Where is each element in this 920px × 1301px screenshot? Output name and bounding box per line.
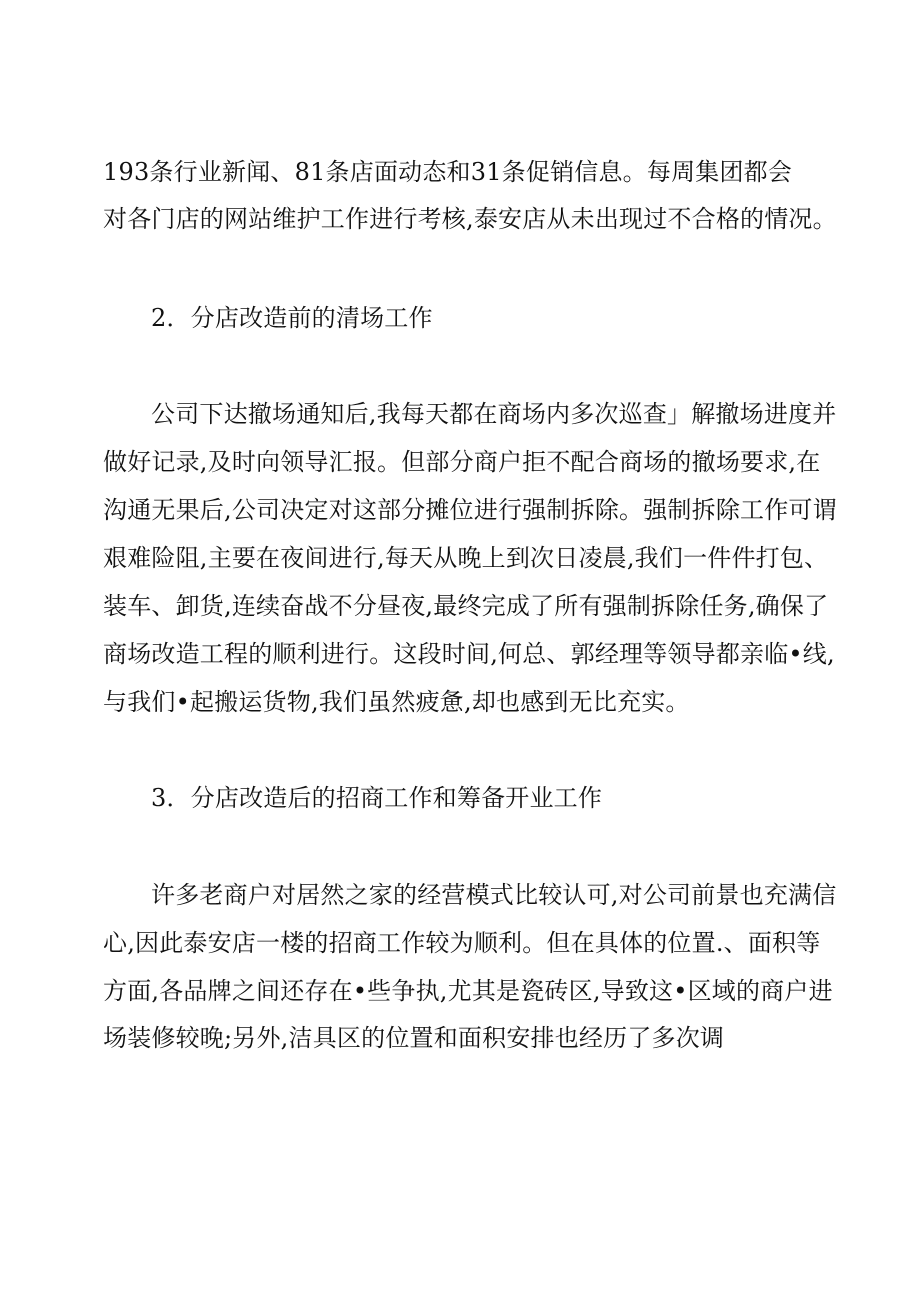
paragraph-line: 商场改造工程的顺利进行。这段时间,何总、郭经理等领导都亲临•线, (103, 640, 835, 668)
paragraph-line: 心,因此泰安店一楼的招商工作较为顺利。但在具体的位置.、面积等 (103, 929, 821, 957)
paragraph-line: 公司下达撤场通知后,我每天都在商场内多次巡查」解撤场进度并 (151, 400, 837, 428)
paragraph-line: 沟通无果后,公司决定对这部分摊位进行强制拆除。强制拆除工作可谓 (103, 496, 837, 524)
section-heading: 3．分店改造后的招商工作和筹备开业工作 (151, 784, 603, 812)
paragraph-line: 做好记录,及时向领导汇报。但部分商户拒不配合商场的撤场要求,在 (103, 448, 821, 476)
paragraph-line: 193条行业新闻、81条店面动态和31条促销信息。每周集团都会 (103, 158, 793, 186)
paragraph-line: 对各门店的网站维护工作进行考核,泰安店从未出现过不合格的情况。 (103, 205, 837, 233)
paragraph-line: 许多老商户对居然之家的经营模式比较认可,对公司前景也充满信 (151, 881, 837, 909)
paragraph-line: 方面,各品牌之间还存在•些争执,尤其是瓷砖区,导致这•区域的商户进 (103, 977, 833, 1005)
paragraph-line: 艰难险阻,主要在夜间进行,每天从晚上到次日凌晨,我们一件件打包、 (103, 544, 829, 572)
paragraph-line: 装车、卸货,连续奋战不分昼夜,最终完成了所有强制拆除任务,确保了 (103, 592, 829, 620)
paragraph-line: 与我们•起搬运货物,我们虽然疲惫,却也感到无比充实。 (103, 688, 690, 716)
section-heading: 2．分店改造前的清场工作 (151, 304, 433, 332)
paragraph-line: 场装修较晚;另外,洁具区的位置和面积安排也经历了多次调 (103, 1024, 725, 1052)
